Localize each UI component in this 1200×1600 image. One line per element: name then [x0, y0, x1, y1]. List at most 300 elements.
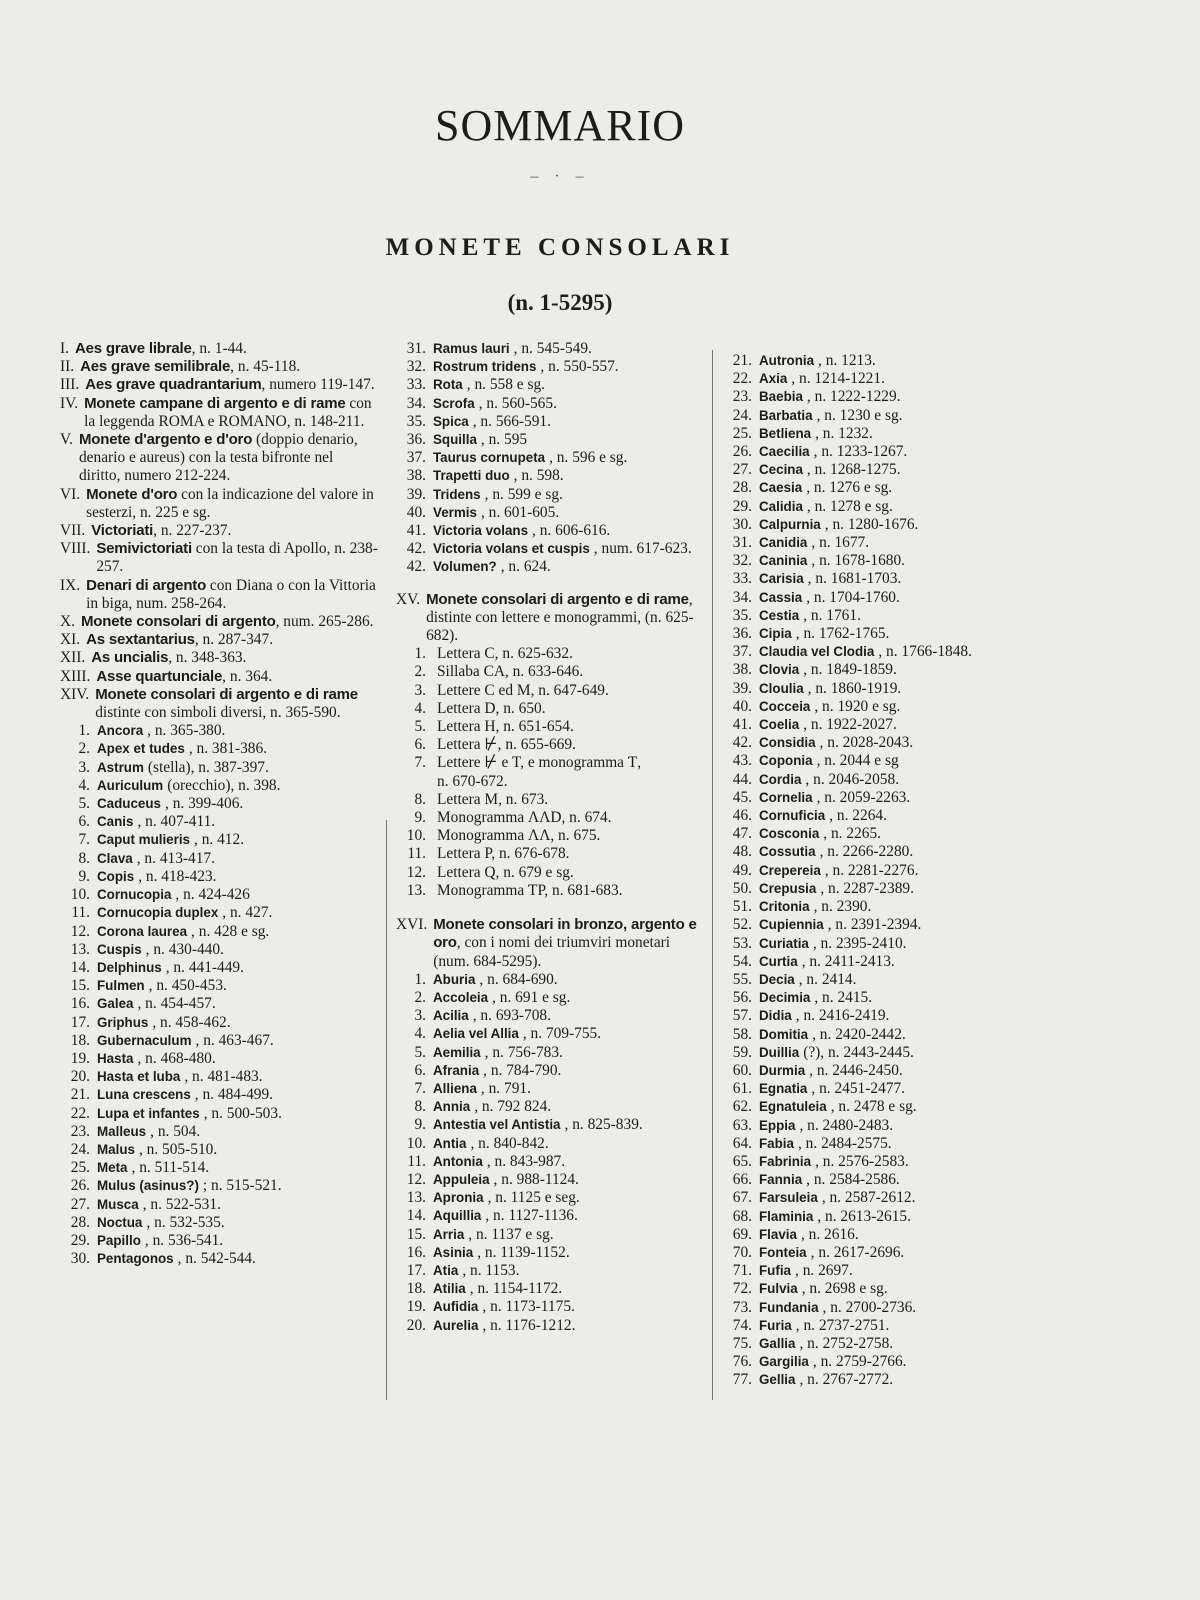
index-item	[722, 461, 1062, 479]
item-number: 13.	[406, 881, 426, 899]
item-number	[396, 773, 426, 791]
index-item	[60, 1250, 378, 1268]
index-item	[722, 498, 1062, 516]
item-reference: , n. 454-457.	[137, 995, 216, 1013]
index-item	[722, 880, 1062, 898]
item-number: 38.	[406, 467, 426, 485]
item-reference: , n. 504.	[150, 1122, 201, 1140]
item-number: 9.	[78, 867, 90, 885]
item-name: Domitia	[759, 1026, 809, 1042]
index-item	[396, 1135, 708, 1153]
index-item	[396, 989, 708, 1007]
item-number: 42.	[732, 734, 752, 752]
section-number: XII.	[60, 649, 86, 667]
item-number: 55.	[732, 970, 752, 988]
item-number: 34.	[406, 394, 426, 412]
section-entry	[60, 358, 378, 376]
item-number: 6.	[78, 813, 90, 831]
index-item	[60, 941, 378, 959]
item-number: 10.	[70, 886, 90, 904]
section-entry	[60, 486, 378, 522]
item-number: 67.	[732, 1189, 752, 1207]
item-name: Carisia	[759, 571, 804, 587]
item-reference: , n. 2266-2280.	[819, 843, 914, 861]
item-name: Curtia	[759, 953, 798, 969]
item-reference: , n. 1213.	[818, 352, 876, 369]
item-reference: , n. 1153.	[462, 1261, 520, 1279]
index-item	[60, 1141, 378, 1159]
item-reference: , n. 2059-2263.	[816, 788, 911, 806]
item-number: 13.	[406, 1189, 426, 1207]
item-number: 6.	[414, 1061, 426, 1079]
index-item	[722, 607, 1062, 625]
item-number: 30.	[732, 515, 752, 533]
item-reference: , n. 684-690.	[479, 970, 558, 988]
item-reference: Lettera ⊬, n. 655-669.	[437, 736, 576, 754]
item-reference: , n. 843-987.	[486, 1152, 566, 1170]
section-text	[80, 358, 378, 376]
item-name: Luna crescens	[97, 1087, 191, 1103]
item-reference: , n. 1154-1172.	[469, 1280, 563, 1298]
item-name: Crepusia	[759, 880, 817, 896]
section-number: IX.	[60, 576, 81, 594]
section-entry	[396, 916, 708, 971]
section-number: XV.	[396, 590, 421, 608]
index-item	[396, 773, 708, 791]
section-heading: Monete consolari di argento e di rame	[95, 685, 358, 703]
index-item	[396, 754, 708, 772]
index-item	[722, 1335, 1062, 1353]
section-heading: Victoriati	[91, 522, 154, 540]
item-number: 75.	[732, 1334, 752, 1352]
item-name: Egnatuleia	[759, 1099, 827, 1115]
index-item	[396, 845, 708, 863]
section-text	[91, 522, 378, 540]
item-reference: , n. 1280-1676.	[824, 515, 919, 533]
item-reference: Lettere ⊬ e T, e monogramma Ƭ,	[437, 754, 642, 772]
item-reference: , n. 365-380.	[147, 722, 226, 740]
index-item	[60, 977, 378, 995]
item-number: 6.	[414, 736, 426, 754]
section-reference: , num. 265-286.	[275, 613, 374, 631]
item-reference: , n. 1214-1221.	[791, 370, 885, 388]
index-item	[60, 813, 378, 831]
item-number: 8.	[414, 790, 426, 808]
index-item	[722, 1153, 1062, 1171]
item-name: Rostrum tridens	[433, 359, 537, 375]
item-name: Hasta	[97, 1050, 134, 1066]
section-entry	[60, 649, 378, 667]
item-reference: , n. 427.	[222, 904, 273, 922]
index-item	[60, 959, 378, 977]
item-number: 50.	[732, 879, 752, 897]
item-reference: Lettera Q, n. 679 e sg.	[437, 863, 574, 881]
index-item	[722, 1353, 1062, 1371]
index-item	[396, 1025, 708, 1043]
item-name: Eppia	[759, 1117, 796, 1133]
item-number: 62.	[732, 1098, 752, 1116]
section-text	[85, 376, 378, 394]
item-name: Auriculum	[97, 777, 164, 793]
index-item	[722, 516, 1062, 534]
item-number: 1.	[414, 645, 426, 663]
index-item	[722, 625, 1062, 643]
item-number: 11.	[407, 845, 426, 863]
item-reference: , n. 2390.	[813, 898, 872, 916]
item-reference: , n. 418-423.	[138, 867, 217, 885]
item-name: Gallia	[759, 1335, 796, 1351]
index-item	[396, 340, 708, 358]
item-reference: , n. 550-557.	[540, 358, 619, 376]
item-reference: , n. 2451-2477.	[811, 1080, 905, 1098]
item-number: 35.	[732, 606, 752, 624]
item-name: Farsuleia	[759, 1190, 818, 1206]
item-name: Cossutia	[759, 844, 816, 860]
item-number: 48.	[732, 843, 752, 861]
item-name: Decia	[759, 971, 795, 987]
item-name: Delphinus	[97, 959, 162, 975]
section-heading: Semivictoriati	[96, 540, 192, 558]
item-number: 27.	[70, 1195, 90, 1213]
item-name: Mulus (asinus?)	[97, 1178, 199, 1194]
item-number: 52.	[732, 916, 752, 934]
index-item	[722, 898, 1062, 916]
item-reference: , n. 1762-1765.	[795, 625, 890, 643]
item-reference: , n. 2395-2410.	[812, 934, 907, 952]
item-name: Apex et tudes	[97, 741, 185, 757]
index-item	[396, 1171, 708, 1189]
item-name: Antia	[433, 1135, 467, 1151]
index-column-3	[722, 352, 1062, 1390]
section-text	[95, 686, 378, 722]
section-number: XIV.	[60, 685, 90, 703]
item-number: 69.	[732, 1225, 752, 1243]
item-name: Cuspis	[97, 941, 142, 957]
item-reference: , n. 693-708.	[472, 1007, 551, 1025]
index-item	[722, 407, 1062, 425]
item-reference: , n. 1173-1175.	[482, 1298, 575, 1316]
section-text	[86, 577, 378, 613]
index-item	[722, 1226, 1062, 1244]
index-item	[722, 1044, 1062, 1062]
index-item	[396, 1280, 708, 1298]
item-reference: , n. 2478 e sg.	[830, 1098, 917, 1116]
item-reference: , n. 1233-1267.	[813, 443, 908, 461]
item-name: Fabia	[759, 1135, 794, 1151]
item-name: Fulvia	[759, 1281, 798, 1297]
item-reference: , n. 2584-2586.	[806, 1171, 900, 1189]
index-item	[722, 370, 1062, 388]
item-name: Canis	[97, 814, 134, 830]
item-number: 13.	[70, 940, 90, 958]
index-item	[722, 935, 1062, 953]
item-name: Gellia	[759, 1372, 796, 1388]
item-reference: , n. 536-541.	[144, 1231, 224, 1249]
item-number: 35.	[406, 412, 426, 430]
spacer	[396, 577, 708, 591]
index-item	[722, 1317, 1062, 1335]
item-reference: , n. 791.	[480, 1079, 531, 1097]
item-number: 19.	[70, 1049, 90, 1067]
item-reference: Sillaba CA, n. 633-646.	[437, 663, 584, 681]
section-text	[426, 591, 708, 646]
section-entry	[60, 395, 378, 431]
item-reference: , n. 1176-1212.	[482, 1316, 576, 1334]
item-reference: Monogramma ΛΛD, n. 674.	[437, 809, 612, 827]
item-reference: , n. 1230 e sg.	[816, 406, 903, 424]
index-item	[396, 1044, 708, 1062]
item-number: 30.	[70, 1250, 90, 1268]
item-reference: , n. 709-755.	[522, 1025, 602, 1043]
item-reference: , n. 468-480.	[137, 1049, 216, 1067]
index-item	[722, 479, 1062, 497]
section-heading: Denari di argento	[86, 576, 207, 594]
index-item	[722, 1135, 1062, 1153]
item-number: 7.	[414, 754, 426, 772]
item-reference: , n. 691 e sg.	[492, 988, 571, 1006]
index-item	[396, 1226, 708, 1244]
item-reference: Lettera H, n. 651-654.	[437, 718, 574, 736]
index-item	[60, 1196, 378, 1214]
index-item	[722, 352, 1062, 370]
item-reference: , n. 1766-1848.	[878, 643, 972, 661]
item-reference: , n. 840-842.	[470, 1134, 549, 1152]
section-reference: , con i nomi dei triumviri monetari (num. 684-5295).	[433, 934, 671, 970]
item-reference: , n. 2420-2442.	[812, 1025, 906, 1043]
item-reference: (?), n. 2443-2445.	[803, 1043, 914, 1061]
item-name: Fulmen	[97, 978, 145, 994]
index-item	[722, 1026, 1062, 1044]
item-reference: , n. 2698 e sg.	[801, 1280, 888, 1298]
item-name: Gubernaculum	[97, 1032, 192, 1048]
item-reference: , n. 413-417.	[136, 849, 215, 867]
index-item	[722, 425, 1062, 443]
section-number: IV.	[60, 394, 79, 412]
item-name: Rota	[433, 377, 463, 393]
section-text	[79, 431, 378, 486]
item-number: 29.	[70, 1231, 90, 1249]
section-entry	[60, 631, 378, 649]
index-item	[60, 1032, 378, 1050]
item-name: Afrania	[433, 1062, 480, 1078]
item-number: 3.	[414, 681, 426, 699]
item-name: Cestia	[759, 607, 800, 623]
index-item	[722, 807, 1062, 825]
item-name: Tridens	[433, 486, 481, 502]
item-reference: , n. 2044 e sg	[816, 752, 899, 770]
item-reference: , n. 407-411.	[137, 813, 216, 831]
item-number: 26.	[732, 443, 752, 461]
item-reference: , n. 2752-2758.	[799, 1334, 894, 1352]
item-name: Taurus cornupeta	[433, 450, 546, 466]
item-reference: , n. 2411-2413.	[801, 952, 895, 970]
index-item	[60, 886, 378, 904]
item-number: 65.	[732, 1152, 752, 1170]
item-number: 56.	[732, 989, 752, 1007]
item-number: 31.	[732, 534, 752, 552]
index-item	[722, 534, 1062, 552]
section-number: II.	[60, 358, 75, 376]
item-number: 53.	[732, 934, 752, 952]
item-number: 40.	[406, 503, 426, 521]
item-name: Spica	[433, 413, 469, 429]
item-number: 74.	[732, 1316, 752, 1334]
index-item	[396, 864, 708, 882]
index-item	[722, 971, 1062, 989]
item-reference: , n. 505-510.	[138, 1140, 218, 1158]
index-item	[396, 1189, 708, 1207]
index-item	[60, 1105, 378, 1123]
item-number: 54.	[732, 952, 752, 970]
item-reference: , n. 1222-1229.	[806, 388, 901, 406]
index-item	[396, 791, 708, 809]
section-text	[75, 340, 378, 358]
item-number: 15.	[70, 977, 90, 995]
item-reference: , n. 2391-2394.	[827, 916, 922, 934]
index-item	[396, 971, 708, 989]
index-item	[60, 923, 378, 941]
item-reference: , n. 1276 e sg.	[806, 479, 893, 497]
item-number: 10.	[406, 827, 426, 845]
item-number: 38.	[732, 661, 752, 679]
section-entry	[60, 376, 378, 394]
item-number: 37.	[406, 449, 426, 467]
index-item	[60, 795, 378, 813]
index-item	[396, 1098, 708, 1116]
item-name: Arria	[433, 1226, 465, 1242]
item-reference: , n. 2737-2751.	[795, 1316, 890, 1334]
item-number: 23.	[70, 1122, 90, 1140]
index-item	[60, 722, 378, 740]
item-number: 47.	[732, 825, 752, 843]
item-name: Cecina	[759, 462, 803, 478]
item-reference: , n. 792 824.	[474, 1098, 552, 1116]
item-name: Cornuficia	[759, 808, 826, 824]
column-divider-left	[386, 820, 387, 1400]
index-item	[60, 1086, 378, 1104]
section-entry	[60, 613, 378, 631]
item-number: 68.	[732, 1207, 752, 1225]
index-item	[722, 698, 1062, 716]
item-reference: , n. 441-449.	[165, 958, 244, 976]
index-item	[722, 789, 1062, 807]
item-number: 41.	[732, 716, 752, 734]
item-name: Copis	[97, 868, 135, 884]
item-number: 28.	[70, 1213, 90, 1231]
item-number: 58.	[732, 1025, 752, 1043]
index-item	[60, 1014, 378, 1032]
index-item	[60, 850, 378, 868]
item-number: 34.	[732, 588, 752, 606]
index-item	[396, 1317, 708, 1335]
index-item	[396, 1153, 708, 1171]
index-item	[396, 1262, 708, 1280]
item-number: 9.	[414, 809, 426, 827]
index-item	[396, 431, 708, 449]
section-entry	[60, 686, 378, 722]
item-name: Axia	[759, 371, 788, 387]
index-item	[722, 552, 1062, 570]
index-item	[722, 1062, 1062, 1080]
item-name: Malleus	[97, 1123, 147, 1139]
column-divider-right	[712, 350, 713, 1400]
item-name: Squilla	[433, 432, 477, 448]
item-name: Vermis	[433, 504, 477, 520]
item-name: Atilia	[433, 1281, 466, 1297]
item-number: 28.	[732, 479, 752, 497]
item-name: Papillo	[97, 1232, 141, 1248]
index-item	[396, 1298, 708, 1316]
section-reference: , distinte con lettere e monogrammi, (n. 625-682).	[426, 590, 694, 645]
item-name: Egnatia	[759, 1081, 808, 1097]
item-number: 11.	[407, 1152, 426, 1170]
item-reference: , n. 2700-2736.	[822, 1298, 917, 1316]
index-item	[396, 809, 708, 827]
section-text	[86, 631, 378, 649]
item-reference: , n. 2287-2389.	[820, 879, 914, 897]
item-name: Claudia vel Clodia	[759, 644, 875, 660]
item-reference: Monogramma ΛΛ, n. 675.	[437, 827, 601, 845]
item-name: Baebia	[759, 389, 803, 405]
item-reference: , n. 2281-2276.	[824, 861, 919, 879]
item-name: Volumen?	[433, 559, 497, 575]
item-number: 16.	[70, 995, 90, 1013]
item-name: Decimia	[759, 990, 811, 1006]
item-name: Apronia	[433, 1190, 484, 1206]
item-number: 49.	[732, 861, 752, 879]
index-item	[396, 827, 708, 845]
index-item	[396, 1116, 708, 1134]
section-reference: , n. 227-237.	[153, 522, 232, 540]
item-name: Appuleia	[433, 1171, 490, 1187]
item-reference: , n. 1922-2027.	[803, 716, 897, 734]
section-text	[91, 649, 378, 667]
item-number: 27.	[732, 461, 752, 479]
item-reference: , n. 424-426	[175, 886, 250, 904]
item-reference: , n. 458-462.	[152, 1013, 231, 1031]
section-heading: Monete d'argento e d'oro	[78, 431, 253, 449]
item-number: 17.	[70, 1013, 90, 1031]
item-number: 25.	[732, 424, 752, 442]
section-number: III.	[60, 376, 80, 394]
item-name: Noctua	[97, 1214, 143, 1230]
index-item	[722, 1171, 1062, 1189]
index-item	[722, 1262, 1062, 1280]
item-reference: , n. 430-440.	[145, 940, 224, 958]
item-number: 33.	[406, 376, 426, 394]
item-name: Victoria volans	[433, 523, 529, 539]
item-name: Fabrinia	[759, 1153, 812, 1169]
item-number: 2.	[414, 988, 426, 1006]
item-reference: , n. 1139-1152.	[477, 1243, 570, 1261]
item-name: Fannia	[759, 1172, 803, 1188]
item-reference: , n. 500-503.	[203, 1104, 282, 1122]
index-item	[396, 504, 708, 522]
section-number: XI.	[60, 631, 81, 649]
index-item	[722, 843, 1062, 861]
item-number: 29.	[732, 497, 752, 515]
item-reference: , n. 825-839.	[564, 1116, 643, 1134]
item-reference: , n. 463-467.	[195, 1031, 274, 1049]
index-item	[722, 1117, 1062, 1135]
index-item	[396, 376, 708, 394]
section-number: I.	[60, 340, 69, 357]
index-item	[722, 825, 1062, 843]
item-name: Cornucopia duplex	[97, 905, 219, 921]
item-number: 60.	[732, 1061, 752, 1079]
index-item	[722, 752, 1062, 770]
item-reference: , n. 988-1124.	[493, 1170, 579, 1188]
